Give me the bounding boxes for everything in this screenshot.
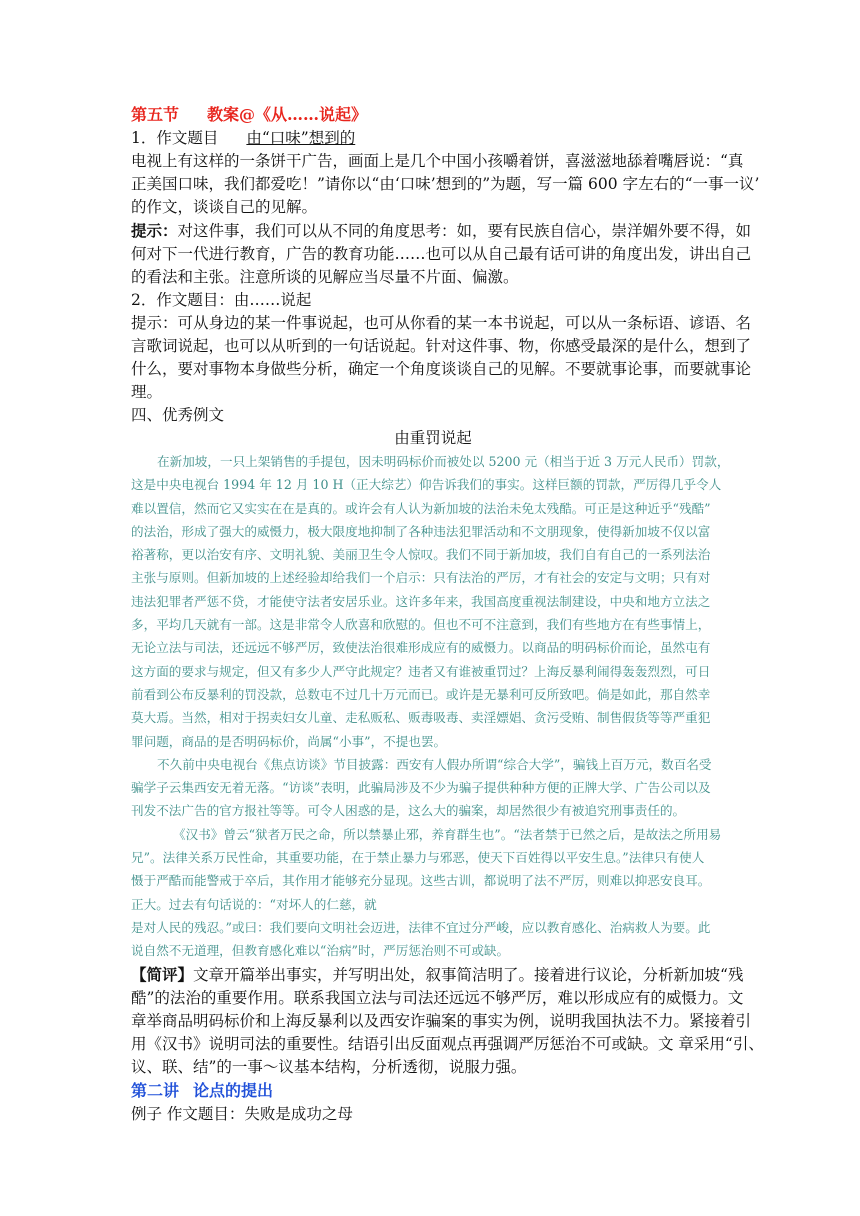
essay-line: 主张与原则。但新加坡的上述经验却给我们一个启示：只有法治的严厉，才有社会的安定与文明；只有对 bbox=[131, 570, 711, 586]
lecture-number: 第二讲 bbox=[131, 1080, 180, 1100]
hint-label: 提示： bbox=[131, 221, 178, 240]
section-heading bbox=[131, 103, 735, 127]
essay-line: 骗学子云集西安无着无落。“访谈”表明，此骗局涉及不少为骗子提供种种方便的正牌大学、广告公司以及 bbox=[131, 780, 711, 796]
essay-line: 的法治，形成了强大的威慑力，极大限度地抑制了各种违法犯罪活动和不文朋现象，使得新加坡不仅以富 bbox=[131, 523, 711, 539]
essay-title: 由重罚说起 bbox=[394, 429, 472, 447]
essay-line: 这方面的要求与规定，但又有多少人严守此规定？违者又有谁被重罚过？上海反暴利闹得轰轰烈烈，可日 bbox=[131, 663, 711, 679]
essay-line: 《汉书》曾云“狱者万民之命，所以禁暴止邪，养育群生也”。“法者禁于已然之后，是故法之所用易 bbox=[173, 826, 722, 842]
q2-heading: 2．作文题目：由……说起 bbox=[131, 291, 312, 309]
essay-line: 说自然不无道理，但教育感化难以“治病”时，严厉惩治则不可或缺。 bbox=[131, 943, 510, 959]
comment-line: 用《汉书》说明司法的重要性。结语引出反面观点再强调严厉惩治不可或缺。文 章采用“引、 bbox=[131, 1034, 764, 1053]
examples-heading: 四、优秀例文 bbox=[131, 406, 225, 424]
q1-topic: 由“口味”想到的 bbox=[246, 129, 356, 147]
q1-hint-line: 何对下一代进行教育，广告的教育功能……也可以从自己最有话可讲的角度出发，讲出自己 bbox=[131, 245, 752, 263]
lecture-heading bbox=[131, 1079, 735, 1103]
essay-line: 裕著称，更以治安有序、文明礼貌、美丽卫生令人惊叹。我们不同于新加坡，我们自有自己的一系列法治 bbox=[131, 547, 711, 563]
essay-line: 违法犯罪者严惩不贷，才能使守法者安居乐业。这许多年来，我国高度重视法制建设，中央和地方立法之 bbox=[131, 593, 711, 609]
essay-line: 不久前中央电视台《焦点访谈》节目披露：西安有人假办所谓“综合大学”，骗钱上百万元，数百名受 bbox=[157, 756, 712, 772]
q1-hint-line: 的看法和主张。注意所谈的见解应当尽量不片面、偏激。 bbox=[131, 268, 519, 286]
essay-line: 这是中央电视台 1994 年 12 月 10 H（正大综艺）仰告诉我们的事实。这样巨额的罚款，严厉得几乎令人 bbox=[131, 477, 722, 493]
comment-line: 议、联、结”的一事～议基本结构，分析透彻，说服力强。 bbox=[131, 1057, 527, 1076]
q2-hint-line: 什么，要对事物本身做些分析，确定一个角度谈谈自己的见解。不要就事论事，而要就事论 bbox=[131, 360, 752, 378]
q1-line: 正美国口味，我们都爱吃！”请你以“由‘口味’想到的”为题，写一篇 600 字左右的“一事一议’ bbox=[131, 175, 760, 193]
q1-heading bbox=[131, 127, 735, 150]
comment-first-line bbox=[131, 963, 744, 987]
hint-text: 对这件事，我们可以从不同的角度思考：如，要有民族自信心，崇洋媚外要不得，如 bbox=[177, 222, 752, 240]
essay-line: 多，平均几天就有一部。这是非常令人欣喜和欣慰的。但也不可不注意到，我们有些地方在有些事情上， bbox=[131, 617, 711, 633]
section-title: 教案@《从……说起》 bbox=[207, 105, 368, 124]
q1-line: 电视上有这样的一条饼干广告，画面上是几个中国小孩嚼着饼，喜滋滋地舔着嘴唇说：“真 bbox=[131, 152, 744, 170]
comment-text: 文章开篇举出事实，并写明出处，叙事简洁明了。接着进行议论，分析新加坡“残 bbox=[193, 965, 744, 984]
example-line: 例子 作文题目：失败是成功之母 bbox=[131, 1104, 353, 1123]
essay-line: 前看到公布反暴利的罚没款，总数屯不过几十万元而已。或许是无暴利可反所致吧。倘是如此，那自然幸 bbox=[131, 686, 711, 702]
q1-hint bbox=[131, 219, 752, 243]
essay-line: 难以置信，然而它又实实在在是真的。或许会有人认为新加坡的法治未免太残酷。可正是这种近乎“残酷” bbox=[131, 500, 711, 516]
essay-line: 刊发不法广告的官方报社等等。可令人困惑的是，这么大的骗案，却居然很少有被追究刑事责任的。 bbox=[131, 803, 686, 819]
section-number: 第五节 bbox=[131, 105, 180, 124]
q1-label: 1．作文题目 bbox=[131, 129, 219, 147]
essay-line: 兄”。法律关系万民性命，其重要功能，在于禁止暴力与邪恶，使天下百姓得以平安生息。”法律只有使人 bbox=[131, 850, 705, 866]
essay-line: 莫大焉。当然，相对于拐卖妇女儿童、走私贩私、贩毒吸毒、卖淫嫖娼、贪污受贿、制售假货等等严重犯 bbox=[131, 710, 711, 726]
q1-line: 的作文，谈谈自己的见解。 bbox=[131, 198, 318, 216]
essay-line: 在新加坡，一只上架销售的手提包，因未明码标价而被处以 5200 元（相当于近 3 万元人民币）罚款， bbox=[157, 454, 730, 469]
comment-label: 【简评】 bbox=[131, 964, 194, 984]
lecture-title: 论点的提出 bbox=[193, 1080, 274, 1100]
essay-line: 无论立法与司法，还远远不够严厉，致使法治很难形成应有的威慑力。以商品的明码标价而论，虽然屯有 bbox=[131, 640, 711, 656]
q2-hint-line: 言歌词说起，也可以从听到的一句话说起。针对这件事、物，你感受最深的是什么，想到了 bbox=[131, 337, 752, 355]
essay-line: 正大。过去有句话说的：“对坏人的仁慈，就 bbox=[131, 896, 377, 912]
essay-line: 是对人民的残忍。”或曰：我们要向文明社会迈进，法律不宜过分严峻，应以教育感化、治病救人为要。此 bbox=[131, 919, 711, 935]
document-page bbox=[131, 103, 764, 1126]
comment-line: 章举商品明码标价和上海反暴利以及西安诈骗案的事实为例，说明我国执法不力。紧接着引 bbox=[131, 1011, 752, 1030]
comment-line: 酷”的法治的重要作用。联系我国立法与司法还远远不够严厉，难以形成应有的威慑力。文 bbox=[131, 988, 744, 1007]
essay-line: 慑于严酷而能警戒于卒后，其作用才能够充分显现。这些古训，都说明了法不严厉，则难以抑恶安良耳。 bbox=[131, 873, 711, 889]
essay-line: 罪问题，商品的是否明码标价，尚属“小事”，不提也罢。 bbox=[131, 733, 447, 749]
q2-hint-line: 提示：可从身边的某一件事说起，也可从你看的某一本书说起，可以从一条标语、谚语、名 bbox=[131, 314, 752, 332]
q2-hint-line: 理。 bbox=[131, 383, 163, 401]
